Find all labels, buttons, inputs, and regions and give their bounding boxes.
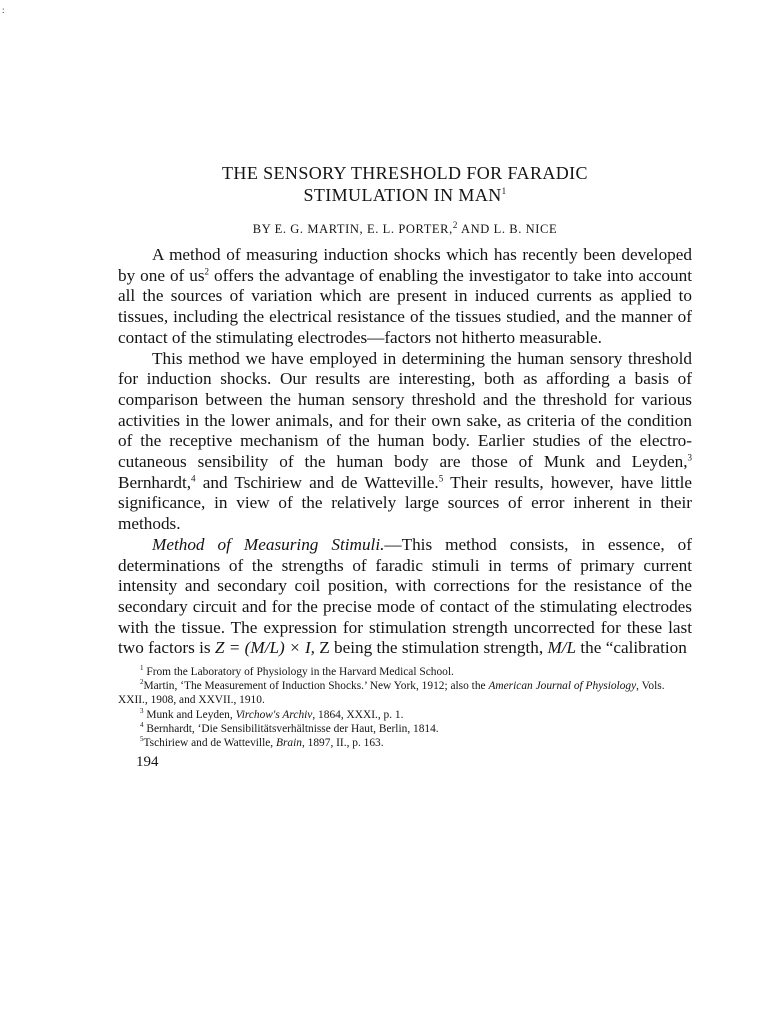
- footnote-journal: American Journal of Physiology: [488, 680, 637, 693]
- p2-text-c: and Tschiriew and de Watteville.: [195, 472, 439, 492]
- p1-footnote-ref: 2: [204, 265, 210, 276]
- p2-footnote-ref-5: 5: [438, 473, 444, 483]
- footnote-2: [118, 679, 692, 707]
- section-heading: Method of Measuring Stimuli.: [152, 534, 385, 554]
- footnote-number: 4: [140, 721, 144, 730]
- footnote-rest: , 1864, XXXI., p. 1.: [312, 708, 404, 721]
- footnote-rest: , Vols. XXII., 1908, and XXVII., 1910.: [118, 680, 665, 707]
- p3-text-c: the “calibration: [576, 638, 687, 658]
- title-line-1: THE SENSORY THRESHOLD FOR FARADIC: [222, 163, 588, 183]
- footnote-number: 2: [140, 678, 144, 687]
- paragraph-3: [118, 535, 692, 659]
- page-number: 194: [136, 754, 159, 771]
- title-line-2: STIMULATION IN MAN: [303, 185, 502, 205]
- footnote-5: [118, 736, 692, 750]
- footnote-1: [118, 665, 692, 679]
- footnote-3: [118, 708, 692, 722]
- footnote-number: 3: [140, 706, 144, 715]
- footnote-rest: , 1897, II., p. 163.: [301, 737, 384, 750]
- p3-text-b: Z being the stimulation strength,: [314, 638, 548, 658]
- paragraph-2: [118, 349, 692, 535]
- p2-text-d: Their results, however, have little significance, in view of the relatively large sources of error inherent in their methods.: [118, 472, 692, 534]
- page-content: [118, 162, 692, 771]
- footnote-text: Tschiriew and de Watteville,: [143, 737, 277, 750]
- footnote-text: Bernhardt, ‘Die Sensibilitätsverhältnisse der Haut, Berlin, 1814.: [146, 722, 439, 735]
- p2-footnote-ref-3: 3: [687, 452, 692, 463]
- p2-footnote-ref-4: 4: [191, 473, 196, 483]
- article-title: [118, 162, 692, 206]
- footnote-journal: Virchow's Archiv: [235, 708, 313, 721]
- footnote-number: 5: [140, 735, 144, 744]
- p2-text-b: Bernhardt,: [118, 472, 192, 492]
- footnote-text: Munk and Leyden,: [146, 708, 236, 721]
- p3-text-a: —This method consists, in essence, of determinations of the strengths of faradic stimuli in terms of primary current intensity and secondary coil position, with corrections for the resistance of the secondary circuit and for the precise mode of contact of the stimulating electrodes with the tissue. The expression for stimulation strength uncorrected for these last two factors is: [118, 534, 693, 658]
- footnotes: [118, 665, 692, 750]
- byline-footnote-ref: 2: [452, 219, 458, 230]
- byline-authors-1: BY E. G. MARTIN, E. L. PORTER,: [252, 222, 453, 236]
- footnote-4: [118, 722, 692, 736]
- footnote-text: From the Laboratory of Physiology in the Harvard Medical School.: [146, 666, 454, 679]
- margin-marks: :: [2, 5, 5, 15]
- byline: [118, 219, 692, 237]
- p2-text-a: This method we have employed in determining the human sensory threshold for induction shocks. Our results are interesting, both as affording a basis of comparison between the human sensory threshold and the threshold for various activities in the lower animals, and for their own sake, as criteria of the condition of the receptive mechanism of the human body. Earlier studies of the electro-cutaneous sensibility of the human body are those of Munk and Leyden,: [118, 348, 692, 472]
- p1-text-a: A method of measuring induction shocks which has recently been developed by one of us: [118, 245, 692, 285]
- footnote-number: 1: [140, 664, 144, 673]
- formula: Z = (M/L) × I,: [214, 638, 315, 658]
- formula-ml: M/L: [547, 638, 577, 658]
- p1-text-b: offers the advantage of enabling the investigator to take into account all the sources of variation which are present in induced currents as applied to tissues, including the electrical resistance of the tissues studied, and the manner of contact of the stimulating electrodes—factors not hitherto measurable.: [118, 265, 692, 347]
- title-footnote-ref: 1: [501, 186, 507, 196]
- footnote-text: Martin, ‘The Measurement of Induction Shocks.’ New York, 1912; also the: [143, 680, 489, 693]
- byline-authors-2: AND L. B. NICE: [457, 222, 558, 236]
- paragraph-1: [118, 245, 692, 349]
- footnote-journal: Brain: [276, 737, 302, 750]
